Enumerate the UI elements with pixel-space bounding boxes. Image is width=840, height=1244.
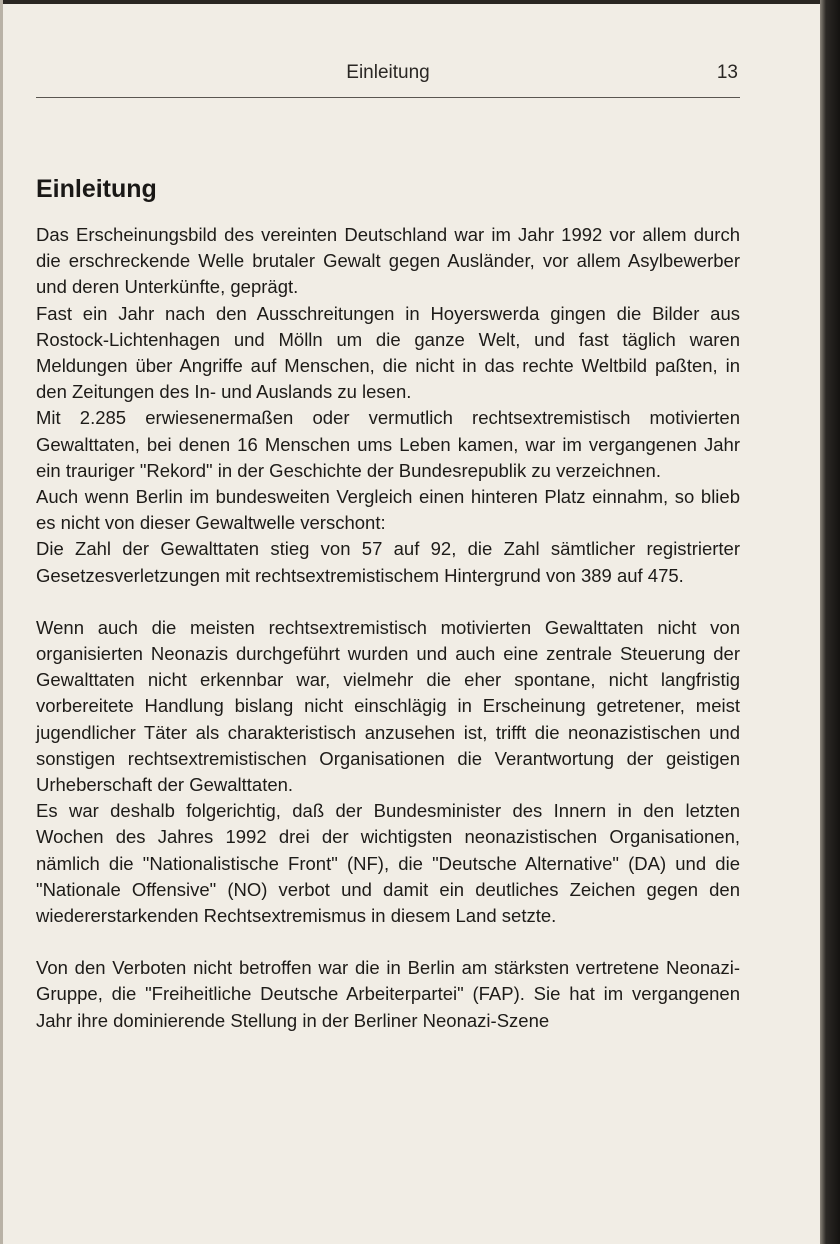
paragraph: Es war deshalb folgerichtig, daß der Bundesminister des Innern in den letzten Wochen des Jahres 1992 drei der wichtigsten neonazistischen Organisationen, nämlich die "Nationalistische Front" (NF), die "Deutsche Alternative" (DA) und die "Nationale Offensive" (NO) verbot und damit ein deutliches Zeichen gegen den wiedererstarkenden Rechtsextremismus in diesem Land setzte.	[36, 800, 740, 927]
running-title: Einleitung	[346, 62, 430, 83]
scan-right-edge	[820, 0, 840, 1244]
paragraph: Mit 2.285 erwiesenermaßen oder vermutlich rechtsextremistisch motivierten Gewalttaten, bei denen 16 Menschen ums Leben kamen, war im vergangenen Jahr ein trauriger "Rekord" in der Geschichte der Bundesrepublik zu verzeichnen.	[36, 407, 740, 481]
scan-left-edge	[0, 0, 3, 1244]
running-header	[36, 58, 740, 88]
page-number: 13	[716, 62, 738, 83]
paragraph: Das Erscheinungsbild des vereinten Deutschland war im Jahr 1992 vor allem durch die erschreckende Welle brutaler Gewalt gegen Ausländer, vor allem Asylbewerber und deren Unterkünfte, geprägt.	[36, 224, 740, 298]
paragraph: Die Zahl der Gewalttaten stieg von 57 auf 92, die Zahl sämtlicher registrierter Gesetzesverletzungen mit rechtsextremistischem Hintergrund von 389 auf 475.	[36, 538, 740, 586]
page-body	[36, 172, 740, 1034]
paragraph: Wenn auch die meisten rechtsextremistisch motivierten Gewalttaten nicht von organisierten Neonazis durchgeführt wurden und auch eine zentrale Steuerung der Gewalttaten nicht erkennbar war, vielmehr die eher spontane, nicht langfristig vorbereitete Handlung bislang nicht einschlägig in Erscheinung getretener, meist jugendlicher Täter als charakteristisch anzusehen ist, trifft die neonazistischen und sonstigen rechtsextremistischen Organisationen die Verantwortung der geistigen Urheberschaft der Gewalttaten.	[36, 616, 740, 796]
chapter-title: Einleitung	[36, 175, 157, 203]
paragraph: Von den Verboten nicht betroffen war die in Berlin am stärksten vertretene Neonazi-Gruppe, die "Freiheitliche Deutsche Arbeiterpartei" (FAP). Sie hat im vergangenen Jahr ihre dominierende Stellung in der Berliner Neonazi-Szene	[36, 957, 740, 1031]
paragraph: Auch wenn Berlin im bundesweiten Vergleich einen hinteren Platz einnahm, so blieb es nicht von dieser Gewaltwelle verschont:	[36, 486, 740, 534]
scan-top-edge	[0, 0, 840, 4]
paragraph: Fast ein Jahr nach den Ausschreitungen in Hoyerswerda gingen die Bilder aus Rostock-Lichtenhagen und Mölln um die ganze Welt, und fast täglich waren Meldungen über Angriffe auf Menschen, die nicht in das rechte Weltbild paßten, in den Zeitungen des In- und Auslands zu lesen.	[36, 302, 740, 403]
header-rule	[36, 97, 740, 98]
